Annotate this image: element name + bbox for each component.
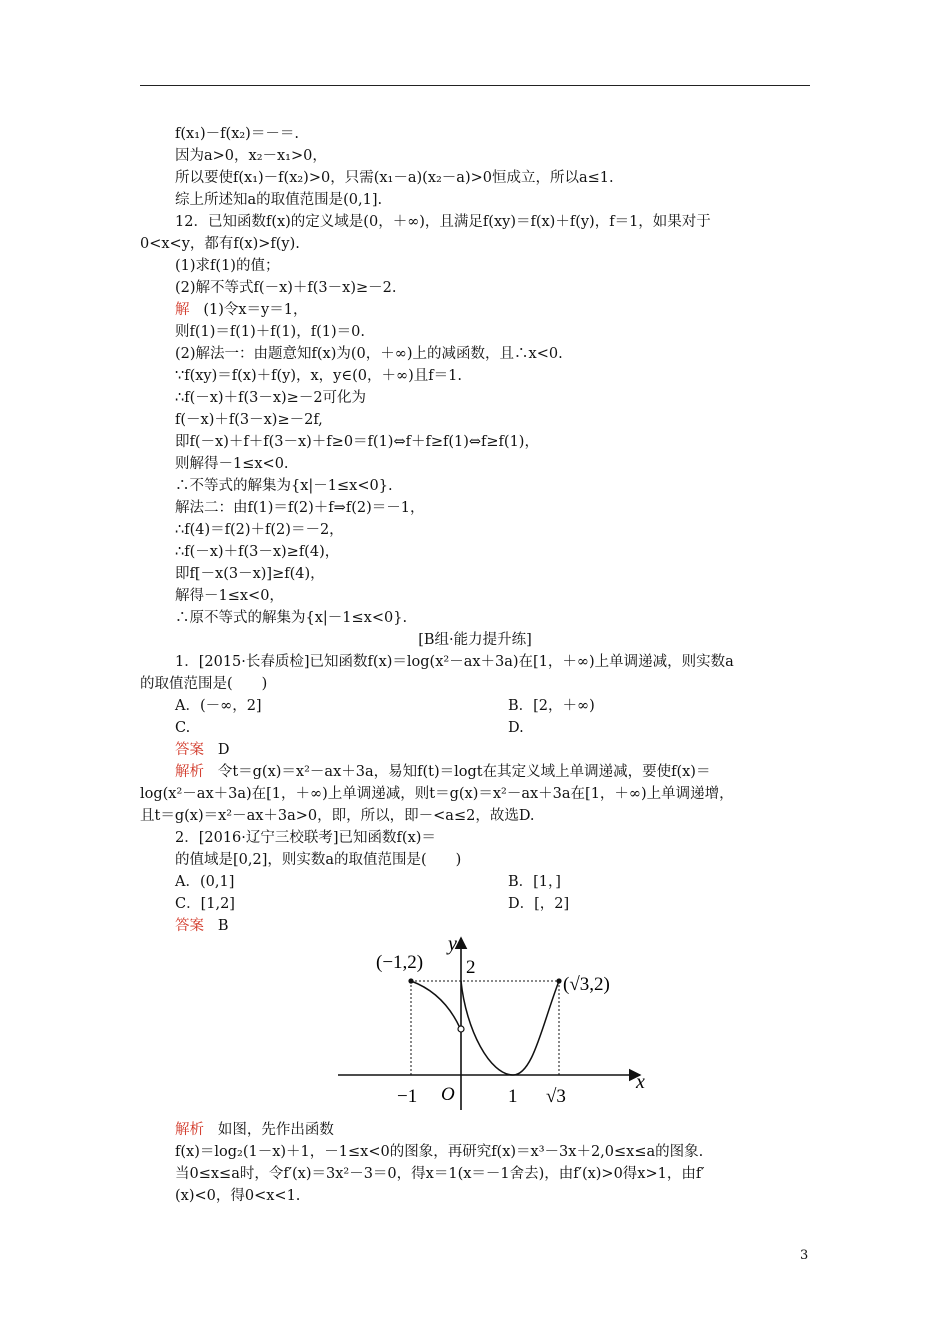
text-line: 因为a>0，x₂－x₁>0， [175,148,327,164]
text-line: f(x)＝log₂(1－x)＋1，－1≤x<0的图象，再研究f(x)＝x³－3x＋2,0≤x≤a的图象. [175,1144,704,1160]
analysis-line: 解析 令t＝g(x)＝x²－ax＋3a，易知f(t)＝logt在其定义域上单调递减，要使f(x)＝ [175,764,711,780]
y-tick-label: 2 [466,957,476,978]
text-line: 即f[－x(3－x)]≥f(4)， [175,566,325,582]
x-axis-label: x [636,1071,645,1093]
analysis-line: 解析 如图，先作出函数 [175,1122,334,1138]
text-line: 的取值范围是( ) [140,676,268,692]
text-line: 即f(－x)＋f＋f(3－x)＋f≥0＝f(1)⇔f＋f≥f(1)⇔f≥f(1)， [175,434,539,450]
text-line: 综上所述知a的取值范围是(0,1]. [175,192,383,208]
text-line: ∴不等式的解集为{x|－1≤x<0}. [175,478,393,494]
analysis-tag: 解析 [175,764,204,780]
origin-label: O [441,1084,455,1105]
x-tick-label: 1 [508,1086,518,1107]
text-line: 解法二：由f(1)＝f(2)＋f⇒f(2)＝－1， [175,500,425,516]
solution-tag: 解 [175,302,190,318]
answer-tag: 答案 [175,918,204,934]
text-line: 0<x<y，都有f(x)>f(y). [140,236,300,252]
option-a: A．(0,1] [175,874,235,890]
text-line: ∴f(－x)＋f(3－x)≥－2可化为 [175,390,367,406]
text-line: f(x₁)－f(x₂)＝－＝. [175,126,299,142]
point-label-right: (√3,2) [563,974,610,995]
problem-12: 12．已知函数f(x)的定义域是(0，＋∞)，且满足f(xy)＝f(x)＋f(y)，f＝1，如果对于 [175,214,711,230]
text-line: ∵f(xy)＝f(x)＋f(y)，x，y∈(0，＋∞)且f＝1. [175,368,462,384]
analysis-tag: 解析 [175,1122,204,1138]
y-axis-label: y [448,933,457,955]
text-line: 则解得－1≤x<0. [175,456,289,472]
text-line: 所以要使f(x₁)－f(x₂)>0，只需(x₁－a)(x₂－a)>0恒成立，所以a≤1. [175,170,614,186]
x-tick-label: −1 [397,1086,418,1107]
text-line: ∴f(－x)＋f(3－x)≥f(4)， [175,544,340,560]
filled-point [556,978,561,983]
page-number: 3 [800,1248,809,1263]
filled-point [408,978,413,983]
section-heading: [B组·能力提升练] [418,632,532,648]
solution-line: 解 (1)令x＝y＝1， [175,302,308,318]
text-line: ∴f(4)＝f(2)＋f(2)＝－2， [175,522,344,538]
text-line: (2)解不等式f(－x)＋f(3－x)≥－2. [175,280,397,296]
header-rule [140,85,810,86]
option-b: B．[1，] [508,874,561,890]
function-graph [330,930,660,1115]
text-line: (1)求f(1)的值； [175,258,280,274]
text-line: 且t＝g(x)＝x²－ax＋3a>0，即，所以，即－<a≤2，故选D. [140,808,535,824]
option-d: D．[，2] [508,896,570,912]
log-branch-curve [411,981,460,1028]
answer-tag: 答案 [175,742,204,758]
text-line: (x)<0，得0<x<1. [175,1188,301,1204]
cubic-branch-curve [461,981,559,1075]
text-line: f(－x)＋f(3－x)≥－2f, [175,412,323,428]
answer-line: 答案 D [175,742,230,758]
open-point [458,1026,464,1032]
option-a: A．(－∞，2] [175,698,262,714]
option-b: B．[2，＋∞) [508,698,595,714]
option-c: C. [175,720,191,736]
option-c: C．[1,2] [175,896,235,912]
text-line: 则f(1)＝f(1)＋f(1)，f(1)＝0. [175,324,365,340]
text-line: 当0≤x≤a时，令f′(x)＝3x²－3＝0，得x＝1(x＝－1舍去)，由f′(x)>0得x>1，由f′ [175,1166,705,1182]
answer-line: 答案 B [175,918,229,934]
point-label-left: (−1,2) [376,952,424,973]
option-d: D. [508,720,524,736]
text-line: 解得－1≤x<0， [175,588,284,604]
text-line: ∴原不等式的解集为{x|－1≤x<0}. [175,610,408,626]
text-line: 的值域是[0,2]，则实数a的取值范围是( ) [175,852,462,868]
text-line: log(x²－ax＋3a)在[1，＋∞)上单调递减，则t＝g(x)＝x²－ax＋3a在[1，＋∞)上单调递增， [140,786,734,802]
question-1: 1．[2015·长春质检]已知函数f(x)＝log(x²－ax＋3a)在[1，＋∞)上单调递减，则实数a [175,654,734,670]
question-2: 2．[2016·辽宁三校联考]已知函数f(x)＝ [175,830,436,846]
text-line: (2)解法一：由题意知f(x)为(0，＋∞)上的减函数，且∴x<0. [175,346,563,362]
x-tick-label: √3 [546,1086,566,1107]
